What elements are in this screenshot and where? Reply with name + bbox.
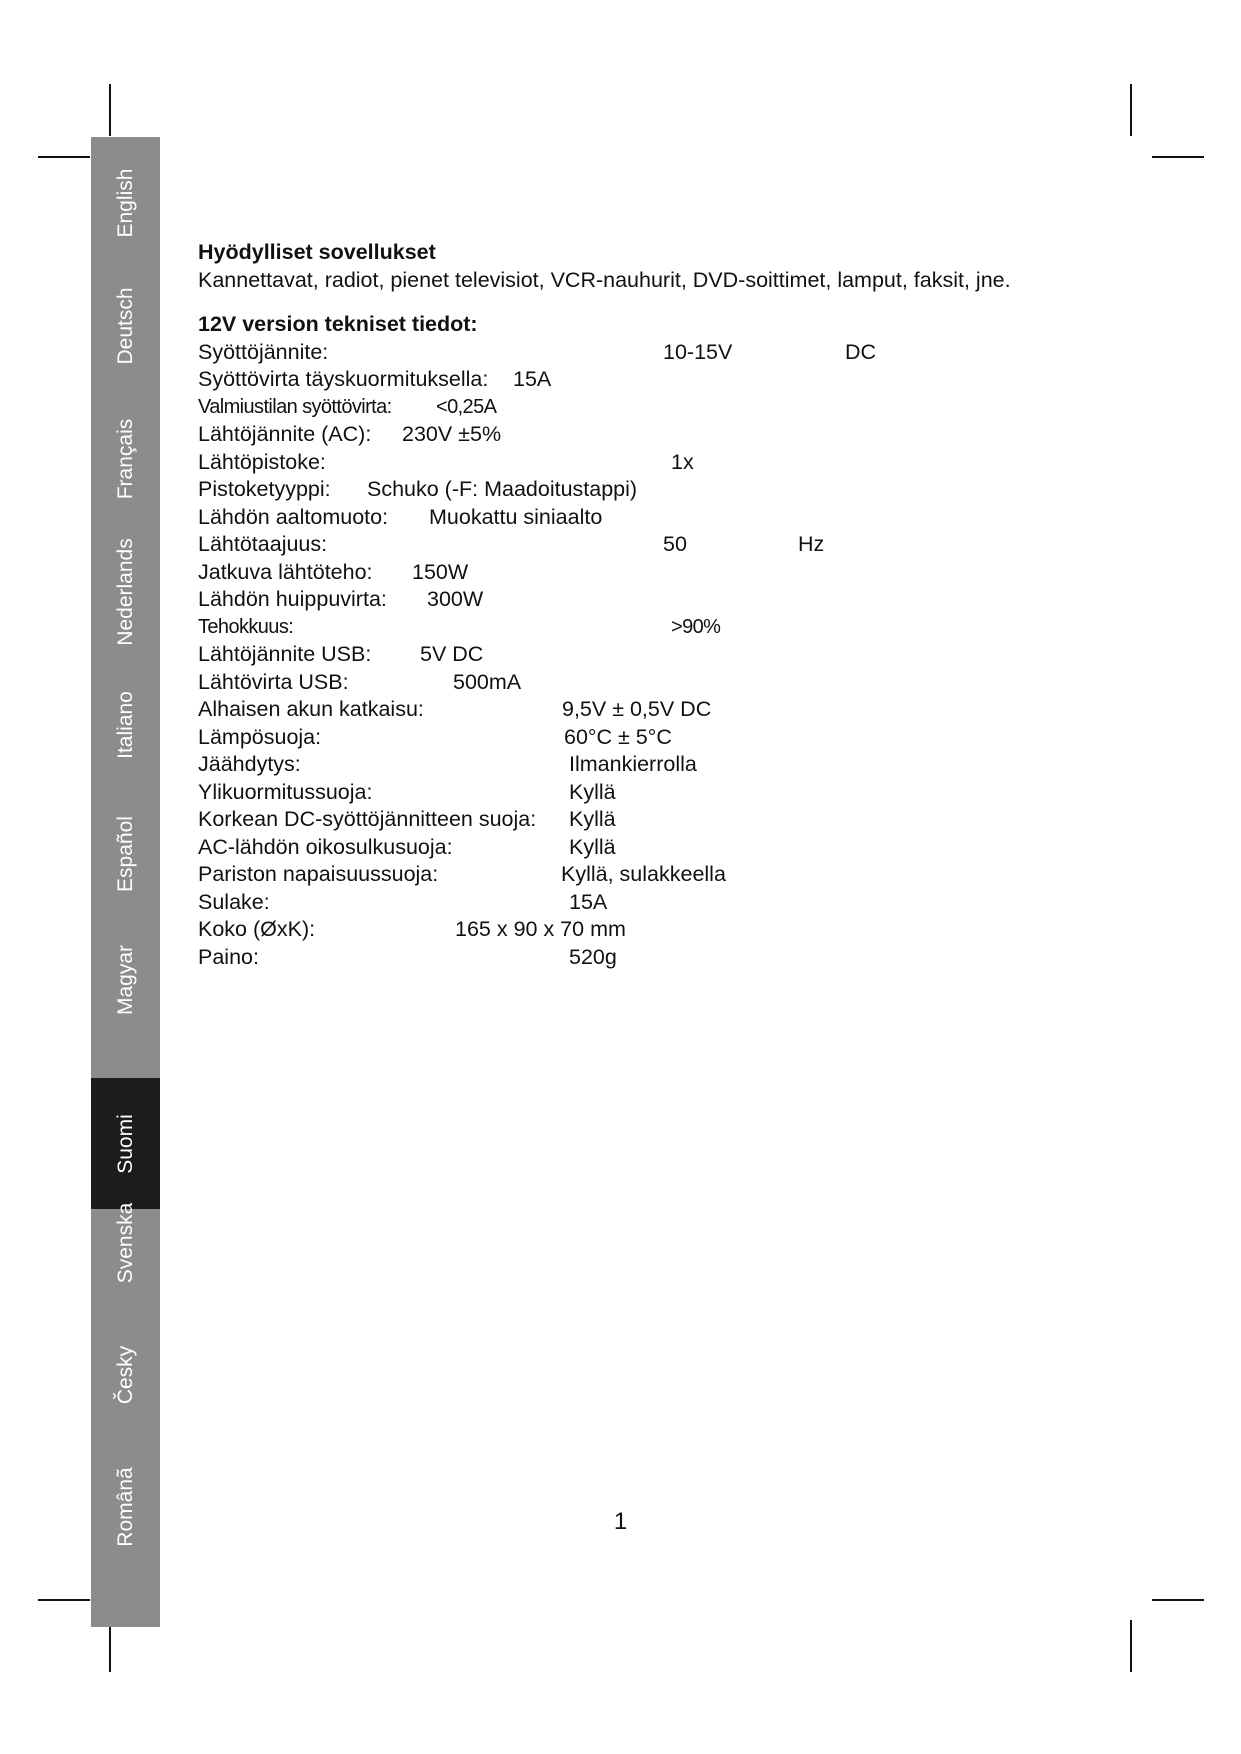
spec-value: 300W — [427, 587, 484, 611]
spec-row — [198, 531, 1058, 559]
document-body — [198, 239, 1058, 971]
spec-row — [198, 779, 1058, 807]
spec-label: Pistoketyyppi: — [198, 477, 331, 501]
spec-unit: Hz — [798, 532, 825, 556]
spec-value: 9,5V ± 0,5V DC — [562, 697, 712, 721]
tab-espanol[interactable] — [91, 788, 160, 919]
language-tab-bar — [91, 137, 160, 1627]
crop-mark — [38, 1599, 90, 1601]
crop-mark — [38, 156, 90, 158]
spec-label: Jäähdytys: — [198, 752, 301, 776]
crop-mark — [1130, 84, 1132, 136]
crop-mark — [109, 1620, 111, 1672]
spec-label: Ylikuormitussuoja: — [198, 779, 373, 804]
spec-value: Kyllä — [569, 807, 616, 831]
spec-row — [198, 696, 1058, 724]
spec-value: Kyllä, sulakkeella — [561, 862, 726, 886]
spec-value: 60°C ± 5°C — [564, 724, 672, 749]
spec-row — [198, 339, 1058, 367]
spec-row — [198, 449, 1058, 477]
tab-cesky[interactable] — [91, 1309, 160, 1440]
spec-value: 150W — [412, 559, 469, 584]
spec-label: Alhaisen akun katkaisu: — [198, 697, 424, 721]
spec-label: Pariston napaisuussuoja: — [198, 862, 439, 886]
tab-label: Italiano — [113, 690, 137, 759]
tab-label: Românã — [113, 1466, 137, 1547]
applications-text: Kannettavat, radiot, pienet televisiot, VCR-nauhurit, DVD-soittimet, lamput, faksit, jne. — [198, 267, 1011, 292]
tab-label: Español — [113, 815, 137, 892]
tab-label: Svenska — [113, 1202, 137, 1283]
spec-label: Lämpösuoja: — [198, 724, 322, 749]
spec-row — [198, 889, 1058, 917]
tab-label: Suomi — [113, 1113, 137, 1174]
crop-mark — [1130, 1620, 1132, 1672]
spec-value: 165 x 90 x 70 mm — [455, 917, 626, 941]
tab-label: Magyar — [113, 944, 137, 1015]
applications-heading: Hyödylliset sovellukset — [198, 240, 436, 264]
tab-label: English — [113, 168, 137, 237]
tab-francais[interactable] — [91, 393, 160, 524]
spec-label: Lähtöjännite USB: — [198, 642, 372, 666]
spec-row — [198, 669, 1058, 697]
spec-label: AC-lähdön oikosulkusuoja: — [198, 834, 453, 859]
spec-value: 50 — [663, 532, 687, 556]
spec-value: Kyllä — [569, 779, 616, 804]
spec-label: Koko (ØxK): — [198, 917, 316, 941]
tab-italiano[interactable] — [91, 659, 160, 790]
spec-value: 500mA — [453, 669, 522, 694]
spec-row — [198, 476, 1058, 504]
spec-row — [198, 559, 1058, 587]
page-number: 1 — [613, 1508, 628, 1535]
spec-row — [198, 944, 1058, 972]
spec-row — [198, 834, 1058, 862]
spec-value: Kyllä — [569, 834, 616, 859]
spec-label: Lähdön aaltomuoto: — [198, 504, 389, 529]
spec-value: <0,25A — [436, 395, 497, 418]
spec-label: Syöttöjännite: — [198, 339, 329, 364]
spec-label: Lähtövirta USB: — [198, 669, 349, 694]
tab-label: Česky — [113, 1345, 137, 1404]
spec-value: 10-15V — [663, 339, 733, 364]
crop-mark — [1152, 1599, 1204, 1601]
spec-label: Lähdön huippuvirta: — [198, 587, 387, 611]
tab-deutsch[interactable] — [91, 260, 160, 391]
spec-row — [198, 724, 1058, 752]
spec-row — [198, 394, 1058, 422]
spec-label: Lähtöjännite (AC): — [198, 422, 372, 446]
spec-row — [198, 861, 1058, 889]
crop-mark — [1152, 156, 1204, 158]
spec-label: Sulake: — [198, 889, 270, 914]
spec-value: Ilmankierrolla — [569, 752, 697, 776]
tab-english[interactable] — [91, 137, 160, 268]
spec-row — [198, 366, 1058, 394]
spec-label: Valmiustilan syöttövirta: — [198, 395, 392, 418]
spec-label: Lähtöpistoke: — [198, 449, 326, 474]
spec-value: >90% — [671, 615, 721, 638]
spec-row — [198, 504, 1058, 532]
tab-nederlands[interactable] — [91, 526, 160, 657]
spec-value: 5V DC — [420, 642, 484, 666]
spec-value: 15A — [569, 889, 608, 914]
specs-heading: 12V version tekniset tiedot: — [198, 312, 478, 336]
spec-value: 1x — [671, 449, 694, 474]
tab-label: Deutsch — [113, 286, 137, 365]
tab-svenska[interactable] — [91, 1177, 160, 1308]
spec-label: Jatkuva lähtöteho: — [198, 559, 373, 584]
spec-value: Schuko (-F: Maadoitustappi) — [367, 477, 638, 501]
spec-row — [198, 806, 1058, 834]
spec-label: Tehokkuus: — [198, 615, 294, 638]
spec-row — [198, 641, 1058, 669]
spec-row — [198, 421, 1058, 449]
spec-row — [198, 751, 1058, 779]
spec-value: Muokattu siniaalto — [429, 504, 603, 529]
tab-romana[interactable] — [91, 1441, 160, 1572]
spec-value: 230V ±5% — [402, 422, 502, 446]
spec-row — [198, 614, 1058, 642]
spec-value: 520g — [569, 944, 617, 969]
spec-row — [198, 916, 1058, 944]
crop-mark — [109, 84, 111, 136]
spec-unit: DC — [845, 339, 877, 364]
spec-label: Paino: — [198, 944, 259, 969]
spec-label: Korkean DC-syöttöjännitteen suoja: — [198, 807, 537, 831]
spec-label: Syöttövirta täyskuormituksella: — [198, 367, 489, 391]
tab-label: Nederlands — [113, 537, 137, 646]
tab-label: Français — [113, 418, 137, 499]
spec-label: Lähtötaajuus: — [198, 532, 328, 556]
spec-value: 15A — [513, 367, 552, 391]
tab-magyar[interactable] — [91, 914, 160, 1045]
spec-row — [198, 586, 1058, 614]
